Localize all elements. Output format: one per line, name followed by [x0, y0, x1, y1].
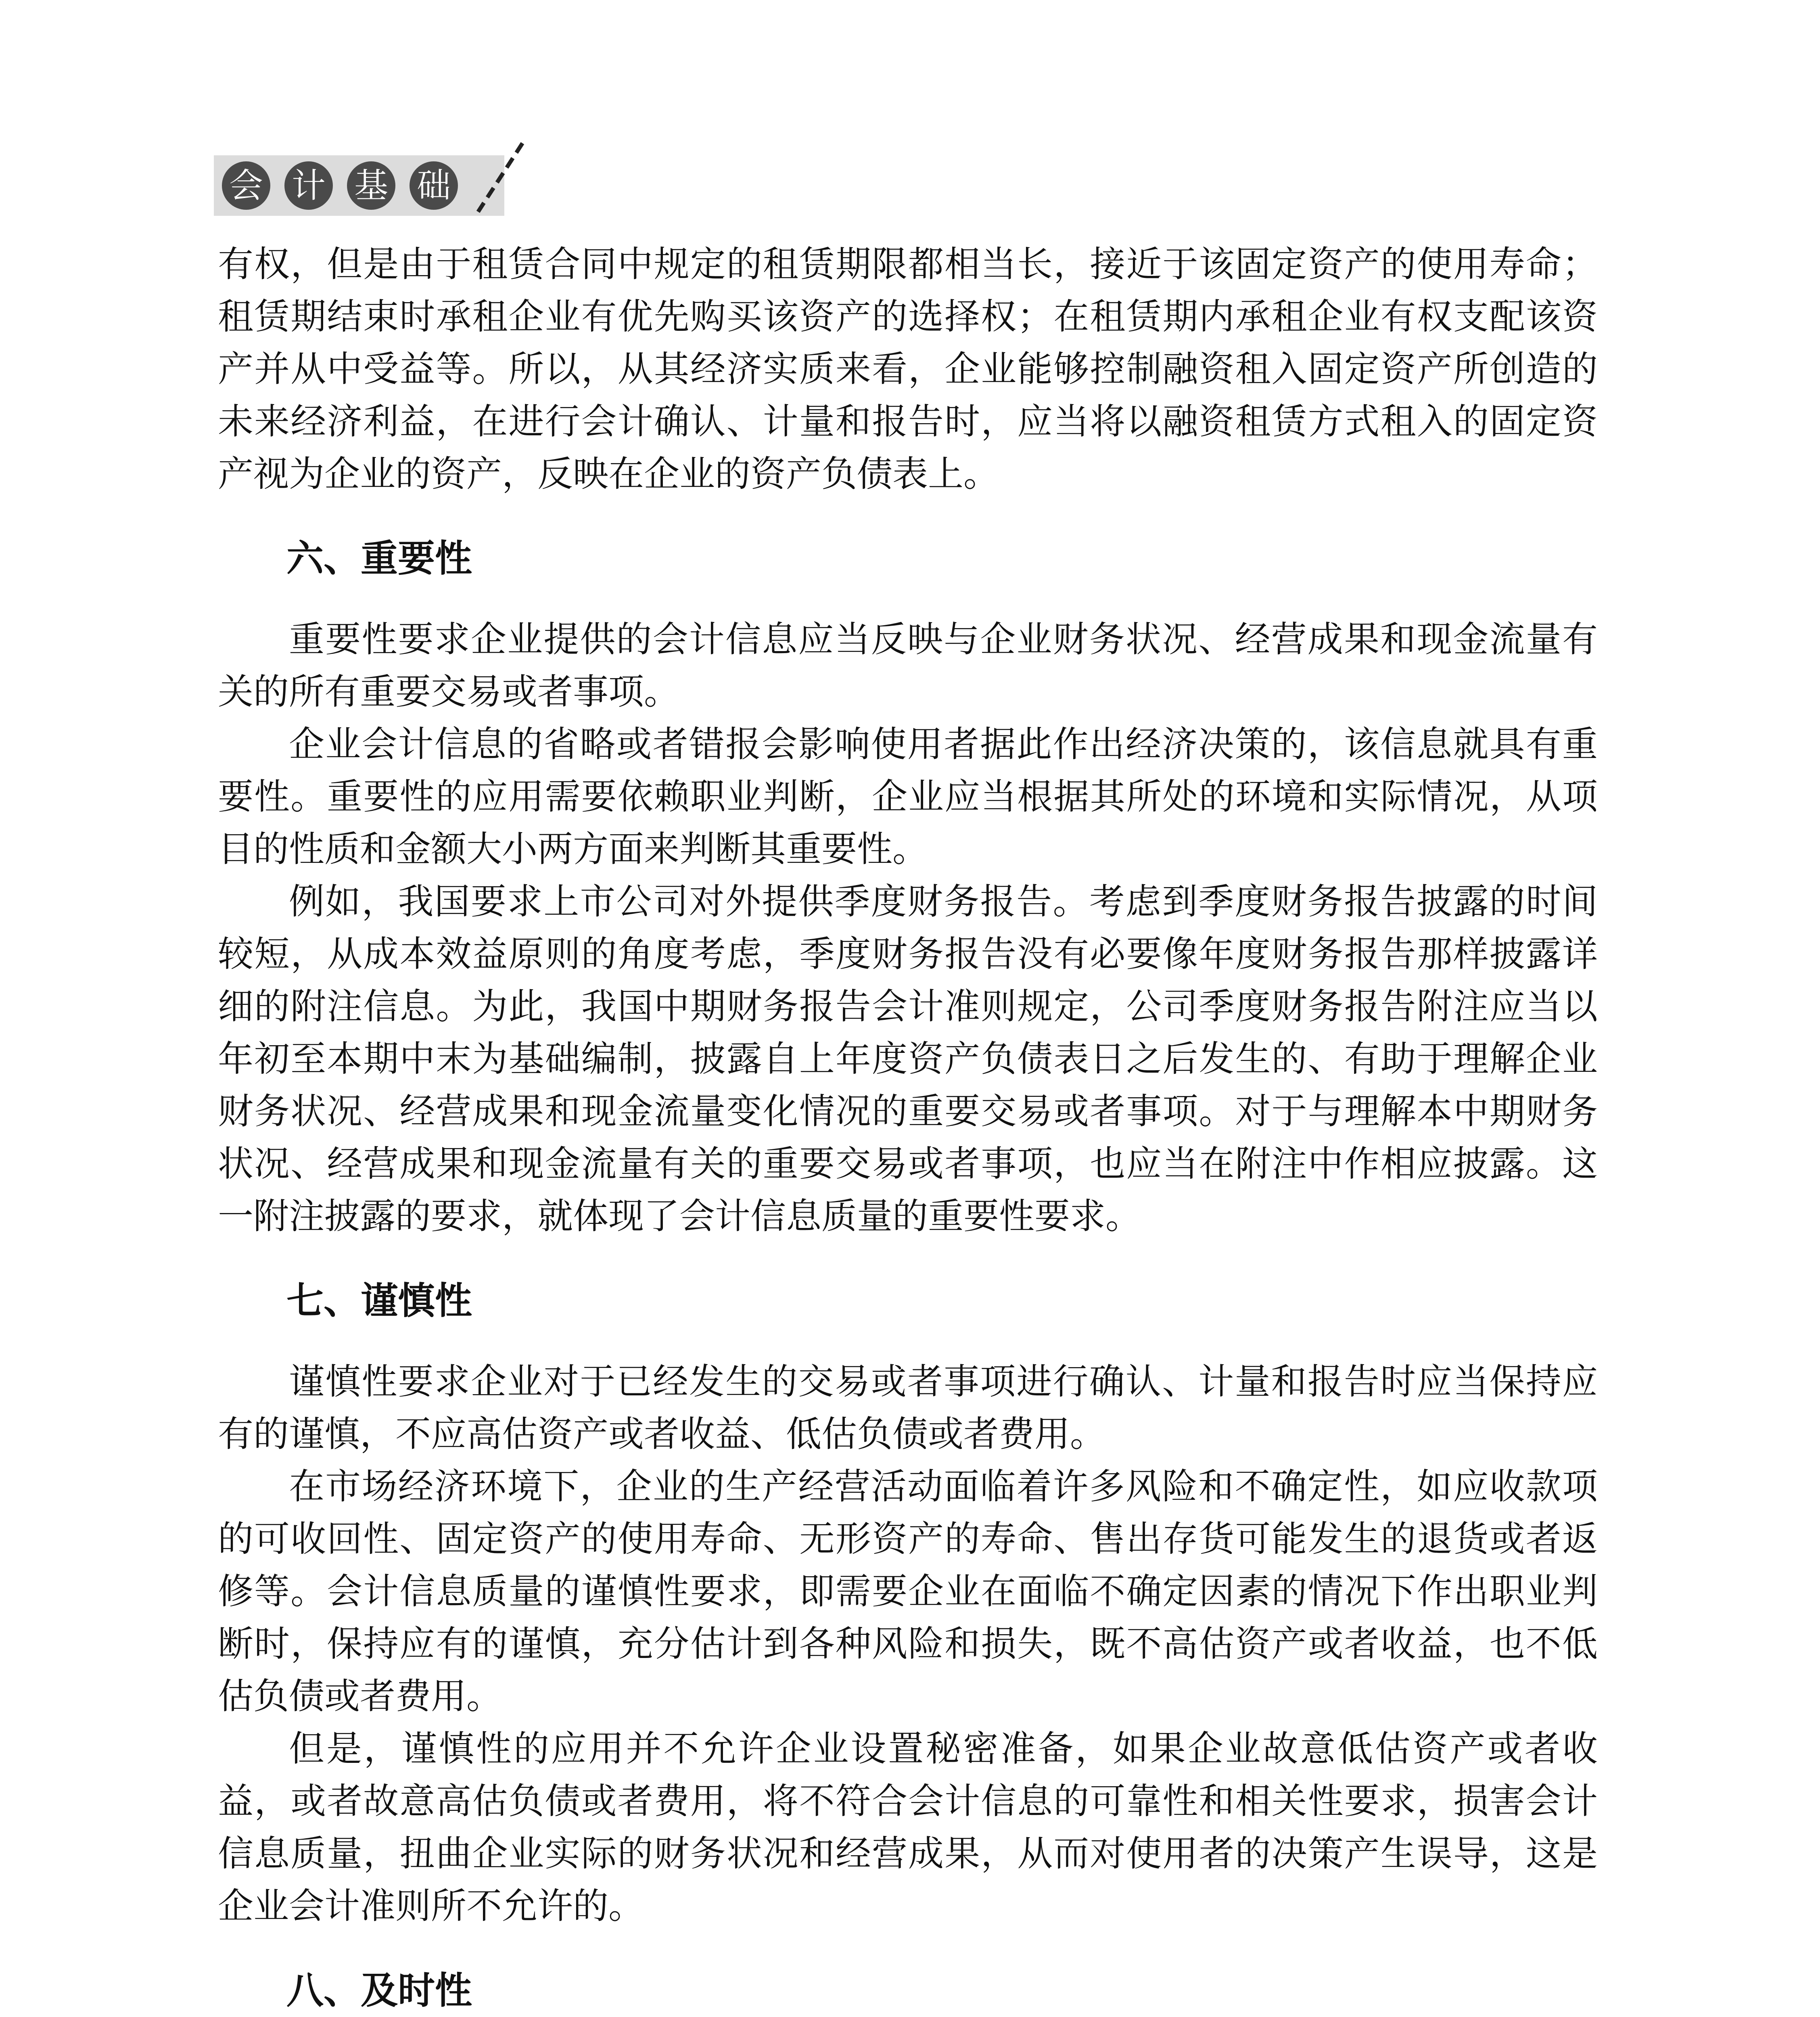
page-body — [218, 238, 1598, 2017]
body-paragraph: 有权，但是由于租赁合同中规定的租赁期限都相当长，接近于该固定资产的使用寿命；租赁期结束时承租企业有优先购买该资产的选择权；在租赁期内承租企业有权支配该资产并从中受益等。所以，从其经济实质来看，企业能够控制融资租入固定资产所创造的未来经济利益，在进行会计确认、计量和报告时，应当将以融资租赁方式租入的固定资产视为企业的资产，反映在企业的资产负债表上。 — [218, 243, 1598, 495]
body-paragraph: 谨慎性要求企业对于已经发生的交易或者事项进行确认、计量和报告时应当保持应有的谨慎，不应高估资产或者收益、低估负债或者费用。 — [218, 1361, 1598, 1455]
section-heading: 七、谨慎性 — [286, 1279, 472, 1322]
header-slash-decoration — [472, 139, 529, 216]
header-char: 础 — [410, 161, 458, 210]
section-heading: 八、及时性 — [286, 1969, 472, 2012]
section-heading: 六、重要性 — [286, 537, 472, 580]
body-paragraph: 重要性要求企业提供的会计信息应当反映与企业财务状况、经营成果和现金流量有关的所有重要交易或者事项。 — [218, 618, 1598, 712]
body-paragraph: 企业会计信息的省略或者错报会影响使用者据此作出经济决策的，该信息就具有重要性。重要性的应用需要依赖职业判断，企业应当根据其所处的环境和实际情况，从项目的性质和金额大小两方面来判断其重要性。 — [218, 723, 1598, 870]
body-paragraph: 但是，谨慎性的应用并不允许企业设置秘密准备，如果企业故意低估资产或者收益，或者故意高估负债或者费用，将不符合会计信息的可靠性和相关性要求，损害会计信息质量，扭曲企业实际的财务状况和经营成果，从而对使用者的决策产生误导，这是企业会计准则所不允许的。 — [218, 1728, 1598, 1927]
running-header — [214, 139, 537, 220]
header-char: 计 — [284, 161, 333, 210]
header-char: 会 — [222, 161, 270, 210]
body-paragraph: 例如，我国要求上市公司对外提供季度财务报告。考虑到季度财务报告披露的时间较短，从成本效益原则的角度考虑，季度财务报告没有必要像年度财务报告那样披露详细的附注信息。为此，我国中期财务报告会计准则规定，公司季度财务报告附注应当以年初至本期中末为基础编制，披露自上年度资产负债表日之后发生的、有助于理解企业财务状况、经营成果和现金流量变化情况的重要交易或者事项。对于与理解本中期财务状况、经营成果和现金流量有关的重要交易或者事项，也应当在附注中作相应披露。这一附注披露的要求，就体现了会计信息质量的重要性要求。 — [218, 881, 1598, 1237]
header-char: 基 — [347, 161, 395, 210]
body-paragraph: 在市场经济环境下，企业的生产经营活动面临着许多风险和不确定性，如应收款项的可收回性、固定资产的使用寿命、无形资产的寿命、售出存货可能发生的退货或者返修等。会计信息质量的谨慎性要求，即需要企业在面临不确定因素的情况下作出职业判断时，保持应有的谨慎，充分估计到各种风险和损失，既不高估资产或者收益，也不低估负债或者费用。 — [218, 1466, 1598, 1717]
